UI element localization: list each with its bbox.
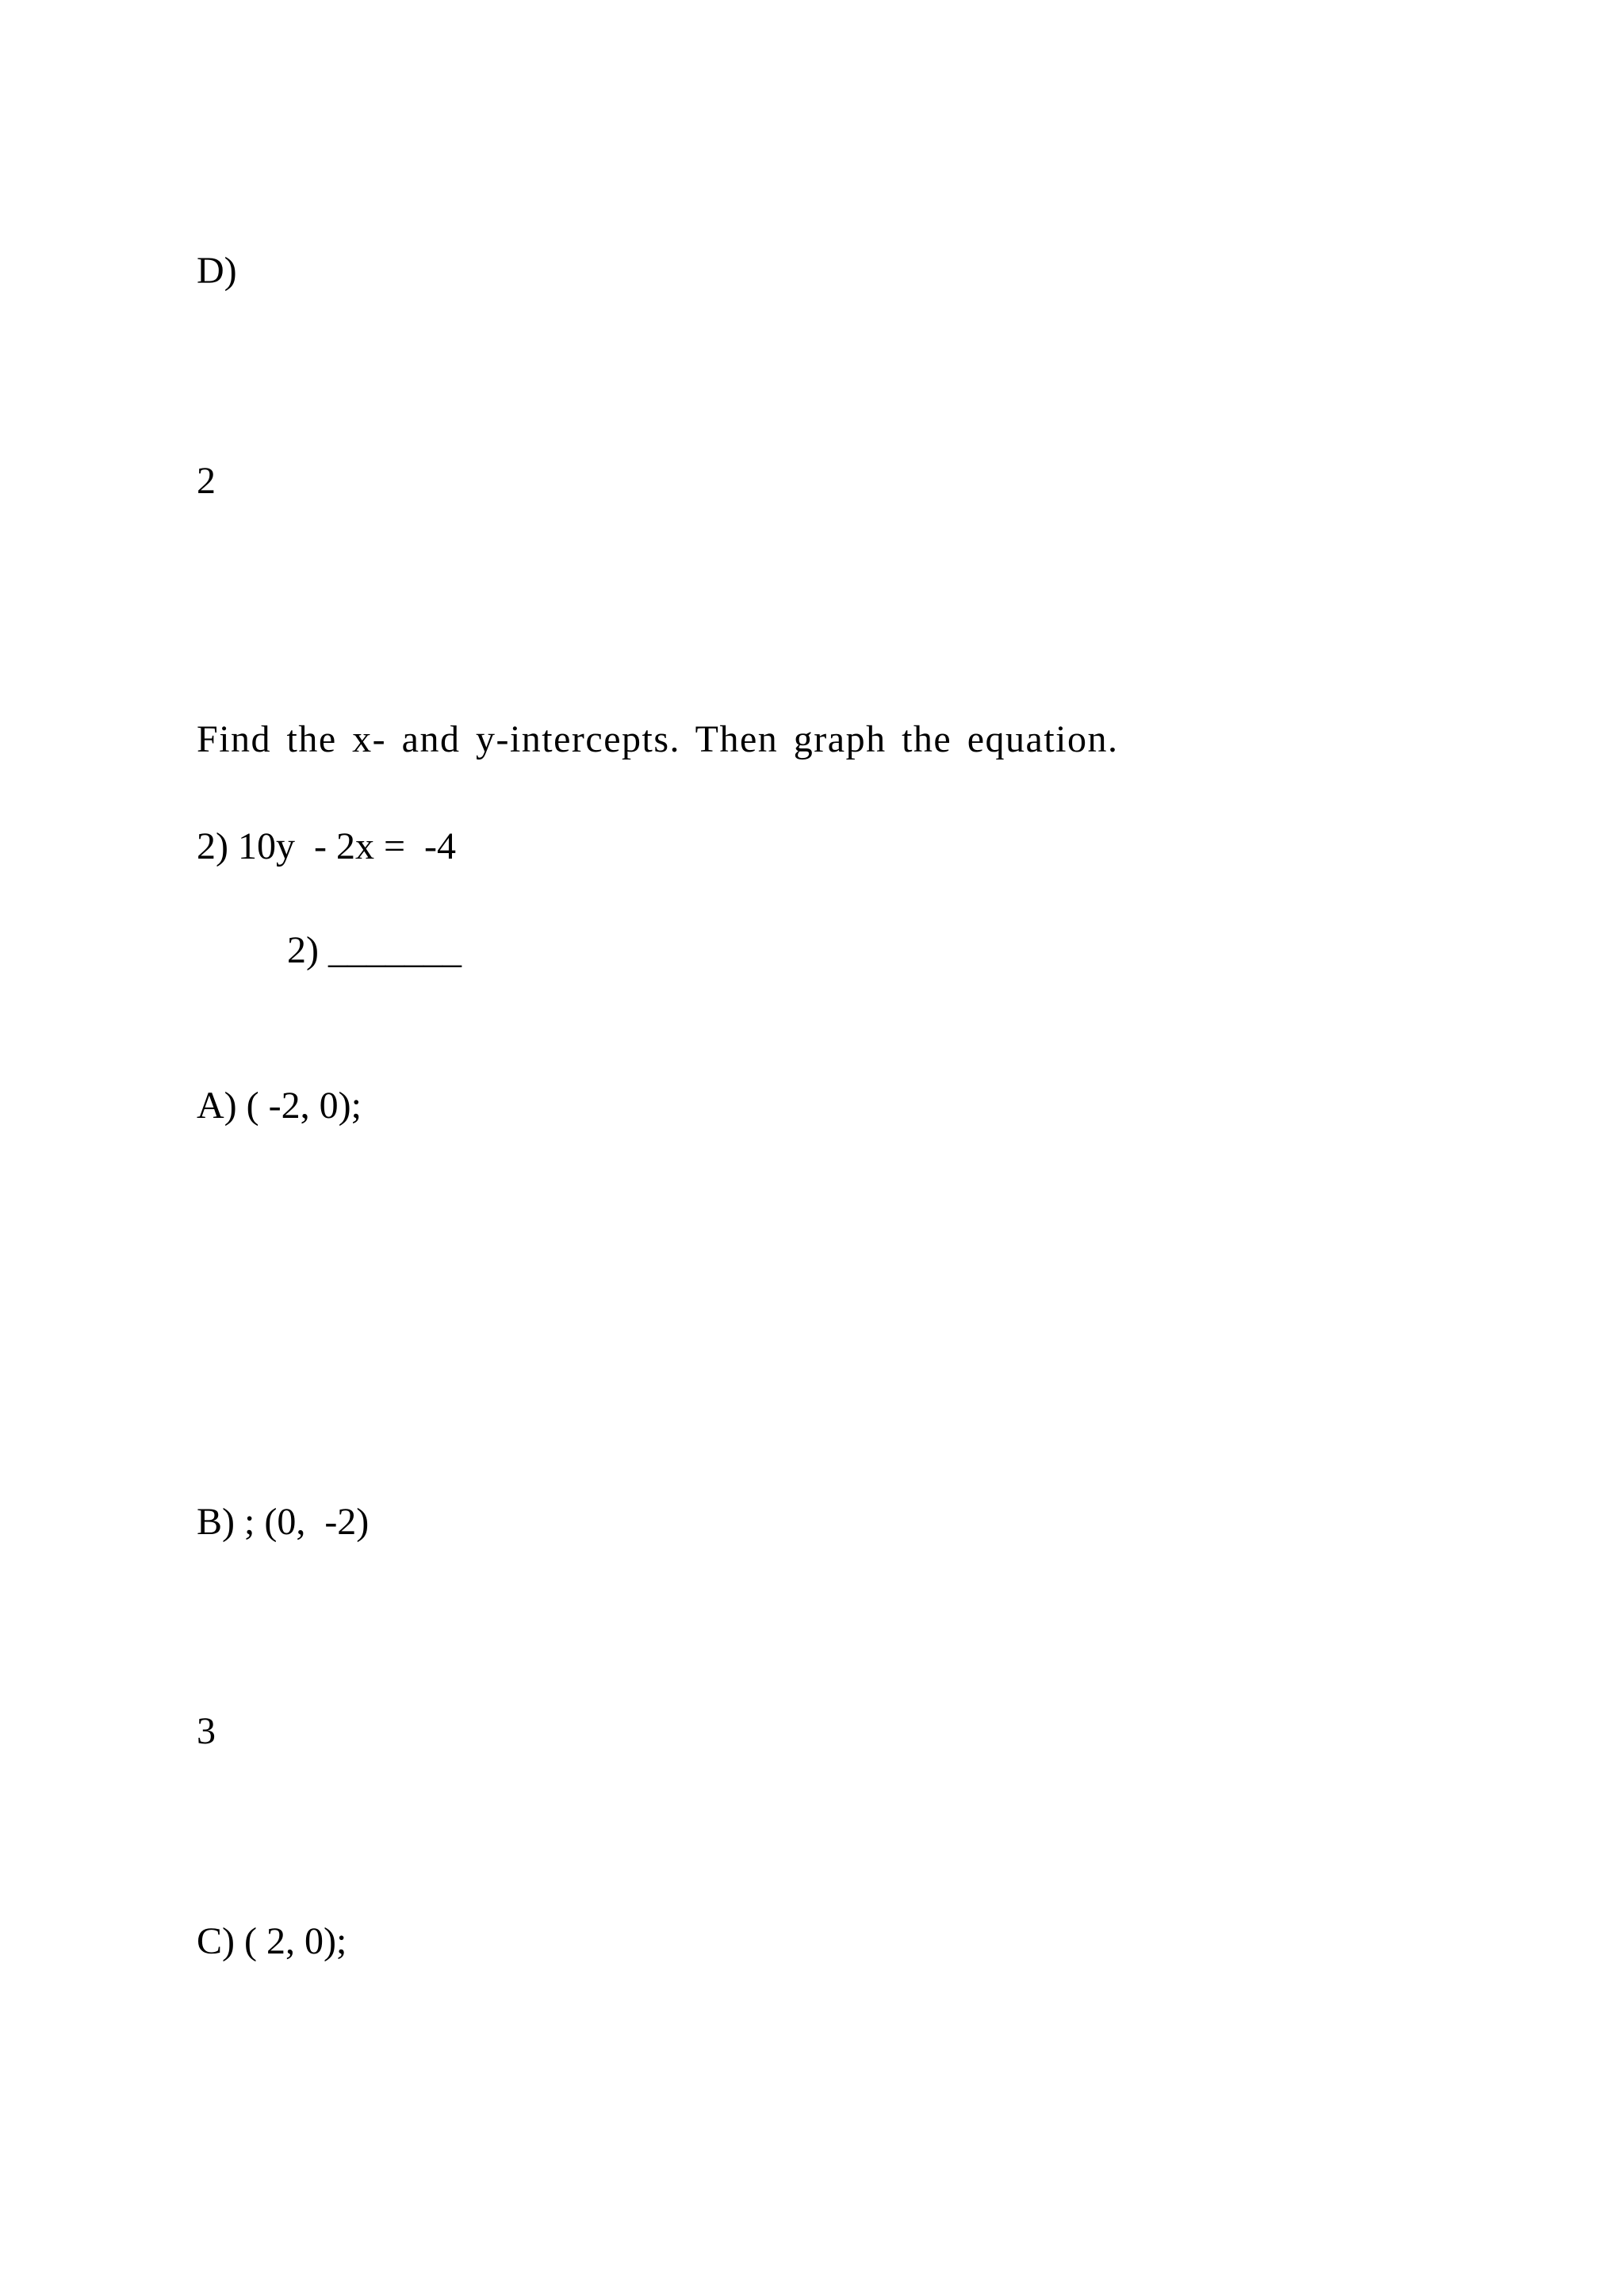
problem-statement: 2) 10y - 2x = -4 (197, 825, 457, 867)
choice-a: A) ( -2, 0); (197, 1085, 362, 1127)
choice-d-label: D) (197, 250, 237, 292)
page-number: 3 (197, 1710, 216, 1752)
answer-blank: 2) _______ (287, 929, 462, 971)
page-number: 2 (197, 460, 216, 502)
choice-b: B) ; (0, -2) (197, 1501, 370, 1543)
instruction-text: Find the x- and y-intercepts. Then graph the equation. (197, 718, 1119, 760)
choice-c: C) ( 2, 0); (197, 1920, 347, 1962)
